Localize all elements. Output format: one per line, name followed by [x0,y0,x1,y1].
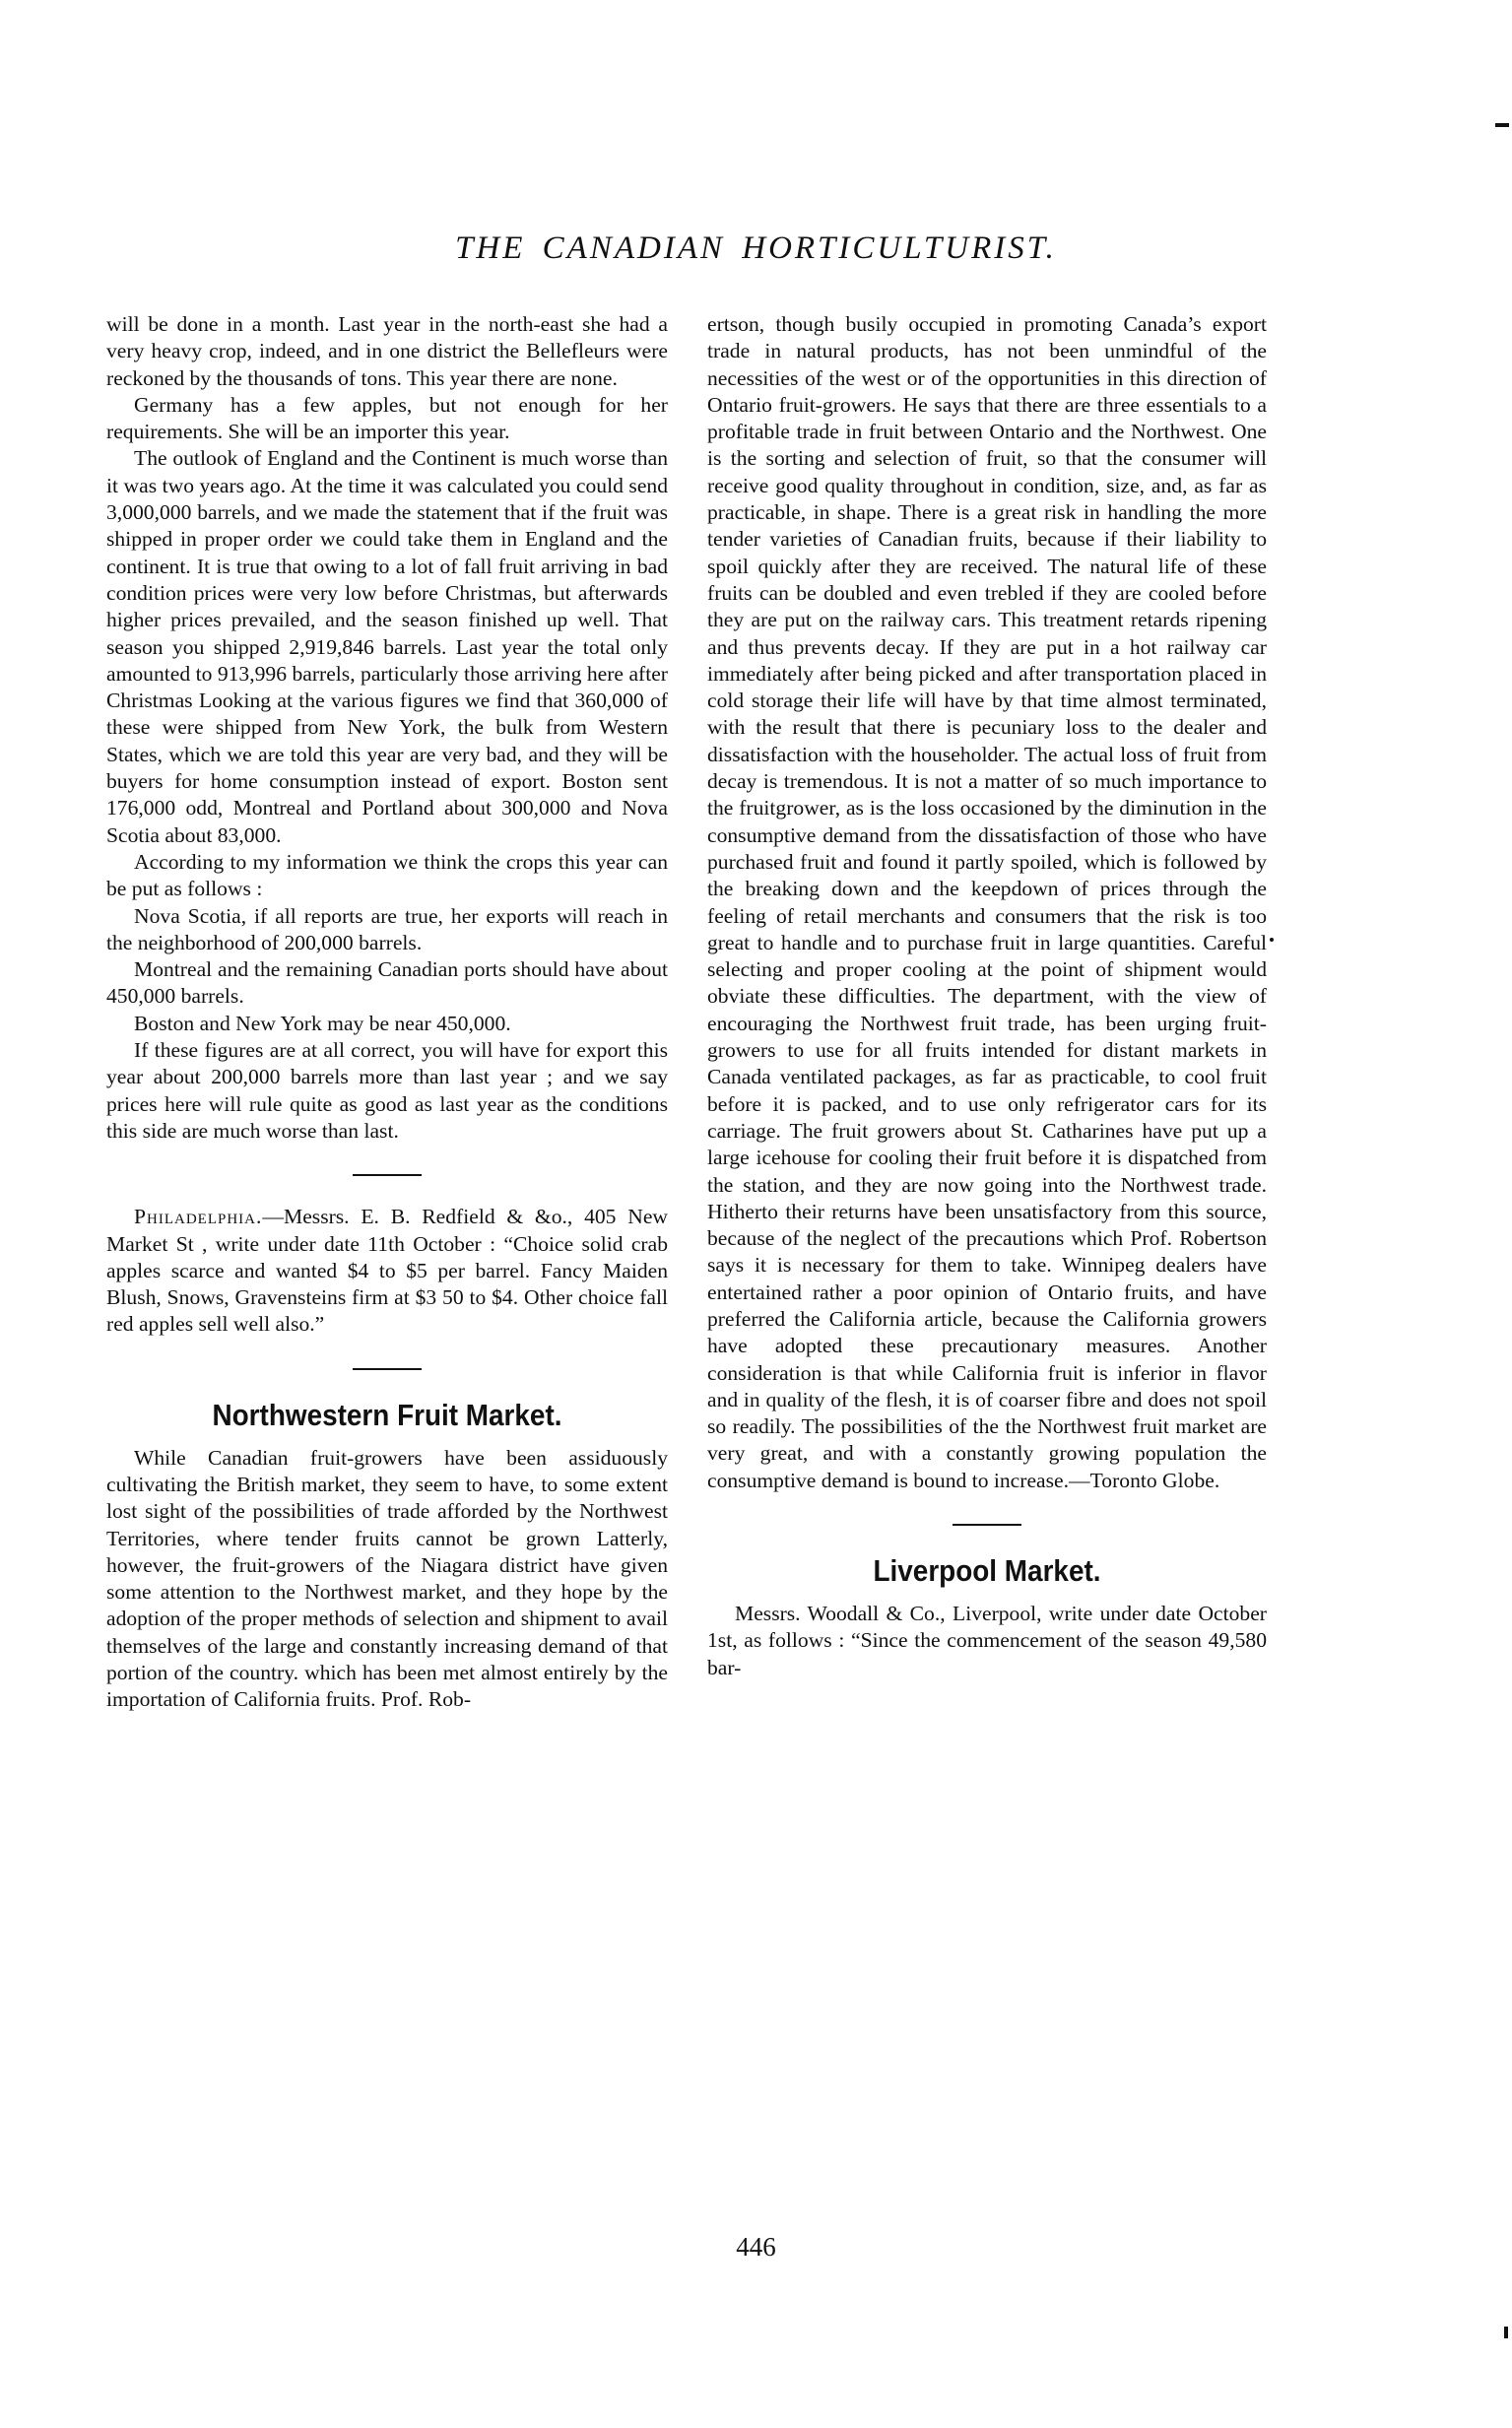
paragraph-germany: Germany has a few apples, but not enough for her requirements. She will be an importer this year. [106,392,668,444]
section-divider [353,1368,422,1370]
paragraph-boston: Boston and New York may be near 450,000. [134,1011,511,1035]
northwestern-heading: Northwestern Fruit Market. [212,1397,562,1432]
paragraph-nova-scotia: Nova Scotia, if all reports are true, her exports will reach in the neighborhood of 200,000 barrels. [106,903,668,954]
paragraph-export-estimate: If these figures are at all correct, you will have for export this year about 200,000 barrels more than last year ; and we say prices here will rule quite as good as last year as the conditions this side are much worse than last. [106,1038,668,1143]
margin-speck [1270,938,1274,942]
left-column [106,311,668,1714]
northwestern-article-continued: ertson, though busily occupied in promoting Canada’s export trade in natural products, has not been unmindful of the necessities of the west or of the opportunities in this direction of Ontario fruit-growers. He says that there are three essentials to a profitable trade in fruit between Ontario and the Northwest. One is the sorting and selection of fruit, so that the consumer will receive good quality throughout in condition, size, and, as far as practicable, in shape. There is a great risk in handling the more tender varieties of Canadian fruits, because if their liability to spoil quickly after they are received. The natural life of these fruits can be doubled and even trebled if they are cooled before they are put on the railway cars. This treatment retards ripening and thus prevents decay. If they are put in a hot railway car immediately after being picked and after transportation placed in cold storage their life will have by that time almost terminated, with the result that there is pecuniary loss to the dealer and dissatisfaction with the householder. The actual loss of fruit from decay is tremendous. It is not a matter of so much importance to the fruitgrower, as is the loss occasioned by the diminution in the consumptive demand from the dissatisfaction of those who have purchased fruit and found it partly spoiled, which is followed by the breaking down and the keepdown of prices through the feeling of retail merchants and consumers that the risk is too great to handle and to purchase fruit in large quantities. Careful selecting and proper cooling at the point of shipment would obviate these difficulties. The department, with the view of encouraging the Northwest fruit trade, has been urging fruit-growers to use for all fruits intended for distant markets in Canada ventilated packages, as far as practicable, to cool fruit before it is packed, and to use only refrigerator cars for its carriage. The fruit growers about St. Catharines have put up a large icehouse for cooling their fruit before it is dispatched from the station, and they are now going into the Northwest trade. Hitherto their returns have been unsatisfactory from this source, because of the neglect of the precautions which Prof. Robertson says it is necessary for them to take. Winnipeg dealers have entertained rather a poor opinion of Ontario fruits, and have preferred the California article, because the California growers have adopted these precautionary measures. Another consideration is that while California fruit is inferior in flavor and in quality of the flesh, it is of coarser fibre and does not spoil so readily. The possibilities of the the Northwest fruit market are very great, and with a constantly growing population the consumptive demand is bound to increase.—Toronto Globe. [707,312,1267,1492]
philadelphia-text: —Messrs. E. B. Redfield & &o., 405 New Market St , write under date 11th October : “Choice solid crab apples scarce and wanted $4 to $5 per barrel. Fancy Maiden Blush, Snows, Gravensteins firm at $3 50 to $4. Other choice fall red apples sell well also.” [106,1205,668,1337]
paragraph-outlook: The outlook of England and the Continent is much worse than it was two years ago. At the time it was calculated you could send 3,000,000 barrels, and we made the statement that if the fruit was shipped in proper order we could take them in England and the continent. It is true that owing to a lot of fall fruit arriving in bad condition prices were very low before Christmas, but afterwards higher prices prevailed, and the season finished up well. That season you shipped 2,919,846 barrels. Last year the total only amounted to 913,996 barrels, particularly those arriving here after Christmas Looking at the various figures we find that 360,000 of these were shipped from New York, the bulk from Western States, which we are told this year are very bad, and they will be buyers for home consumption instead of export. Boston sent 176,000 odd, Montreal and Portland about 300,000 and Nova Scotia about 83,000. [106,446,668,847]
running-head: THE CANADIAN HORTICULTURIST. [455,230,1057,266]
section-divider [953,1524,1021,1526]
philadelphia-report [106,1204,668,1338]
paragraph-crops-intro: According to my information we think the crops this year can be put as follows : [106,849,668,901]
scan-mark [1504,2327,1508,2338]
philadelphia-dateline: Philadelphia. [134,1205,263,1229]
northwestern-article: While Canadian fruit-growers have been assiduously cultivating the British market, they seem to have, to some extent lost sight of the possibilities of trade afforded by the Northwest Territories, where tender fruits cannot be grown Latterly, however, the fruit-growers of the Niagara district have given some attention to the Northwest market, and they hope by the adoption of the proper methods of selection and shipment to avail themselves of the large and constantly increasing demand of that portion of the country. which has been met almost entirely by the importation of California fruits. Prof. Rob- [106,1445,668,1712]
paragraph-continued: will be done in a month. Last year in the north-east she had a very heavy crop, indeed, and in one district the Bellefleurs were reckoned by the thousands of tons. This year there are none. [106,312,668,390]
liverpool-article: Messrs. Woodall & Co., Liverpool, write under date October 1st, as follows : “Since the commencement of the season 49,580 bar- [707,1602,1267,1679]
scan-mark [1495,123,1509,127]
section-divider [353,1174,422,1176]
page-number: 446 [736,2232,776,2262]
paragraph-montreal: Montreal and the remaining Canadian ports should have about 450,000 barrels. [106,957,668,1009]
right-column [707,311,1267,1681]
liverpool-heading: Liverpool Market. [873,1553,1101,1589]
